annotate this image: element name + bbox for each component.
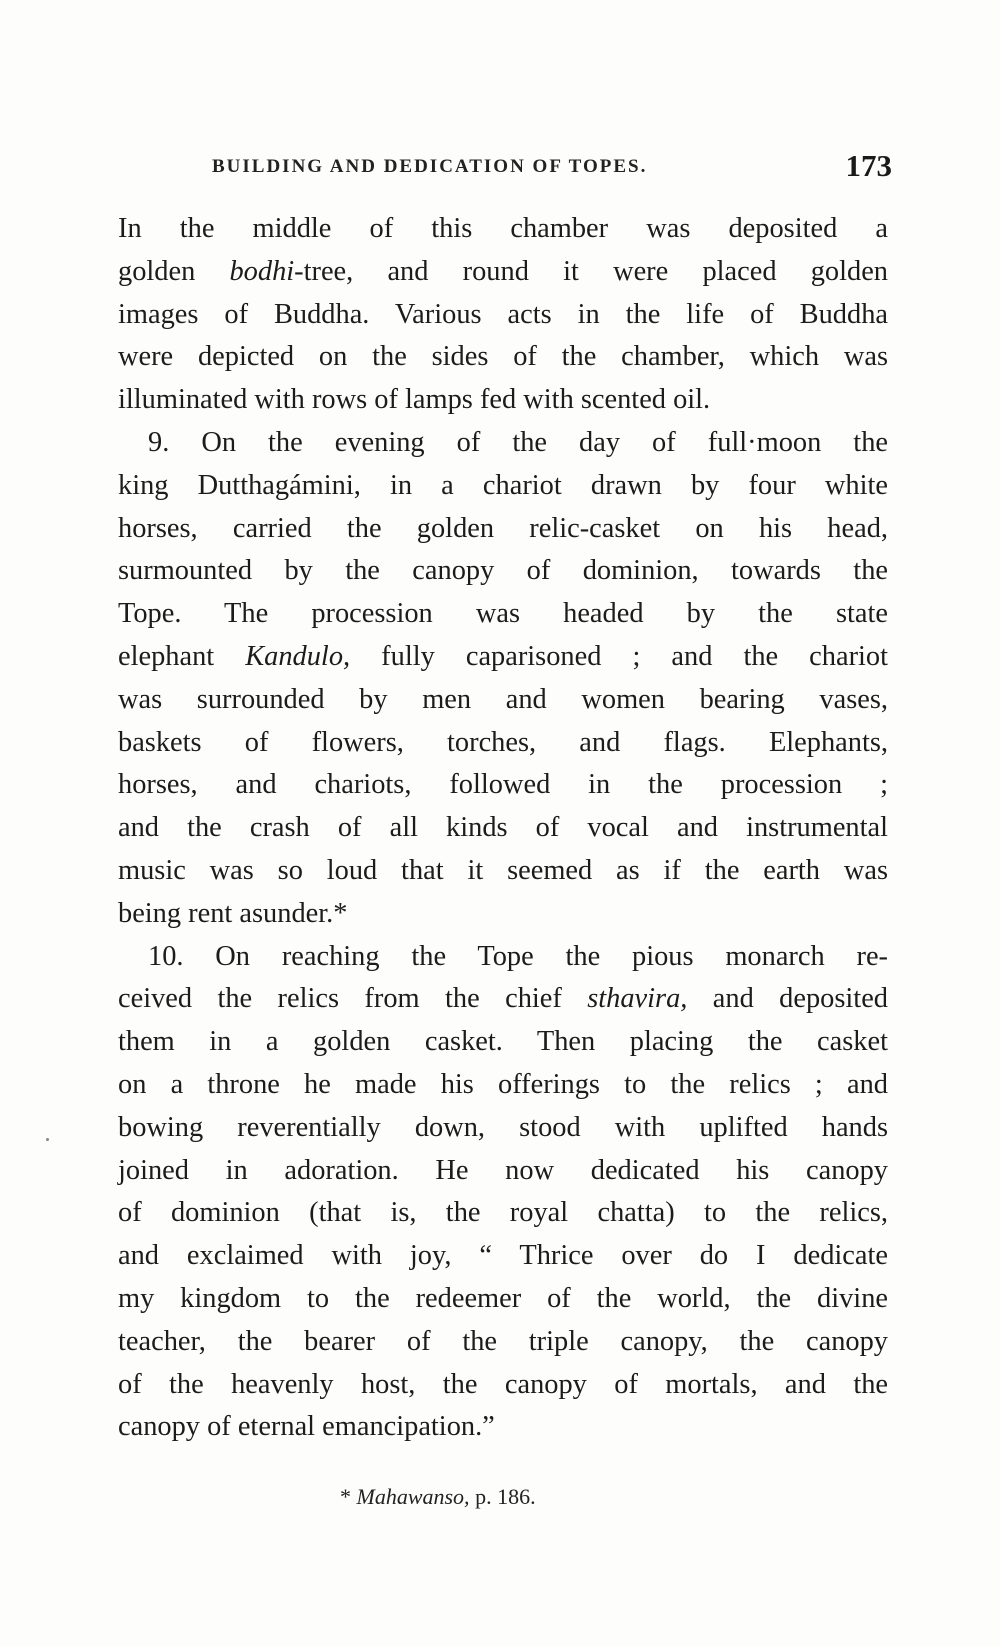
text-line xyxy=(118,679,888,722)
text-line xyxy=(118,722,888,765)
text-line xyxy=(118,1021,888,1064)
running-head xyxy=(212,148,892,188)
text-segment: of dominion (that is, the royal chatta) to the relics, xyxy=(118,1197,888,1229)
text-line xyxy=(118,1406,888,1449)
text-segment: horses, and chariots, followed in the procession ; xyxy=(118,769,888,801)
text-segment: my kingdom to the redeemer of the world, the divine xyxy=(118,1282,888,1314)
text-line xyxy=(118,636,888,679)
text-line xyxy=(118,508,888,551)
text-segment: 10. On reaching the Tope the pious monarch re- xyxy=(148,940,888,972)
text-line xyxy=(118,1192,888,1235)
text-line xyxy=(118,593,888,636)
text-segment: and the crash of all kinds of vocal and instrumental xyxy=(118,812,888,844)
text-line xyxy=(118,1107,888,1150)
text-line xyxy=(118,1321,888,1364)
text-segment: bowing reverentially down, stood with uplifted hands xyxy=(118,1111,888,1143)
text-segment: Tope. The procession was headed by the state xyxy=(118,598,888,630)
text-line xyxy=(118,936,888,979)
text-segment: them in a golden casket. Then placing the casket xyxy=(118,1026,888,1058)
text-line xyxy=(118,807,888,850)
italic-term: Kandulo, xyxy=(245,640,351,672)
text-line xyxy=(118,1064,888,1107)
text-segment: horses, carried the golden relic-casket on his head, xyxy=(118,512,888,544)
text-segment: king Dutthagámini, in a chariot drawn by four white xyxy=(118,469,888,501)
text-segment: golden xyxy=(118,255,230,287)
text-segment: surmounted by the canopy of dominion, towards the xyxy=(118,555,888,587)
text-line xyxy=(118,465,888,508)
text-segment: and deposited xyxy=(687,983,888,1015)
text-segment: was surrounded by men and women bearing vases, xyxy=(118,683,888,715)
running-title: BUILDING AND DEDICATION OF TOPES. xyxy=(212,156,648,177)
text-segment: illuminated with rows of lamps fed with scented oil. xyxy=(118,384,711,416)
text-line xyxy=(118,1364,888,1407)
text-segment: -tree, and round it were placed golden xyxy=(294,255,888,287)
text-line xyxy=(118,379,888,422)
text-segment: on a throne he made his offerings to the relics ; and xyxy=(118,1068,888,1100)
body-text xyxy=(118,208,888,1449)
text-segment: joined in adoration. He now dedicated his canopy xyxy=(118,1154,888,1186)
text-line xyxy=(118,208,888,251)
text-line xyxy=(118,1278,888,1321)
text-line xyxy=(118,294,888,337)
text-segment: were depicted on the sides of the chamber, which was xyxy=(118,341,888,373)
text-line xyxy=(118,550,888,593)
italic-term: sthavira, xyxy=(587,983,688,1015)
italic-term: bodhi xyxy=(229,255,295,287)
text-segment: teacher, the bearer of the triple canopy, the canopy xyxy=(118,1325,888,1357)
footnote-marker: * xyxy=(340,1484,357,1509)
text-line xyxy=(118,422,888,465)
footnote xyxy=(340,1484,536,1510)
text-line xyxy=(118,251,888,294)
text-segment: of the heavenly host, the canopy of mortals, and the xyxy=(118,1368,888,1400)
margin-speck xyxy=(46,1138,49,1141)
text-line xyxy=(118,1150,888,1193)
text-segment: images of Buddha. Various acts in the life of Buddha xyxy=(118,298,888,330)
text-line xyxy=(118,850,888,893)
text-segment: fully caparisoned ; and the chariot xyxy=(350,640,888,672)
text-segment: baskets of flowers, torches, and flags. Elephants, xyxy=(118,726,888,758)
text-line xyxy=(118,336,888,379)
text-segment: ceived the relics from the chief xyxy=(118,983,588,1015)
text-segment: being rent asunder.* xyxy=(118,897,348,929)
text-line xyxy=(118,978,888,1021)
text-segment: music was so loud that it seemed as if the earth was xyxy=(118,854,888,886)
text-segment: In the middle of this chamber was deposited a xyxy=(118,213,888,244)
text-segment: and exclaimed with joy, “ Thrice over do I dedicate xyxy=(118,1240,888,1272)
text-line xyxy=(118,893,888,936)
page-number: 173 xyxy=(845,148,892,183)
text-line xyxy=(118,1235,888,1278)
text-line xyxy=(118,764,888,807)
footnote-source: Mahawanso, xyxy=(356,1484,470,1509)
text-segment: 9. On the evening of the day of full·moon the xyxy=(148,426,888,458)
footnote-page-ref: p. 186. xyxy=(469,1484,536,1509)
text-segment: elephant xyxy=(118,640,246,672)
text-segment: canopy of eternal emancipation.” xyxy=(118,1411,495,1443)
